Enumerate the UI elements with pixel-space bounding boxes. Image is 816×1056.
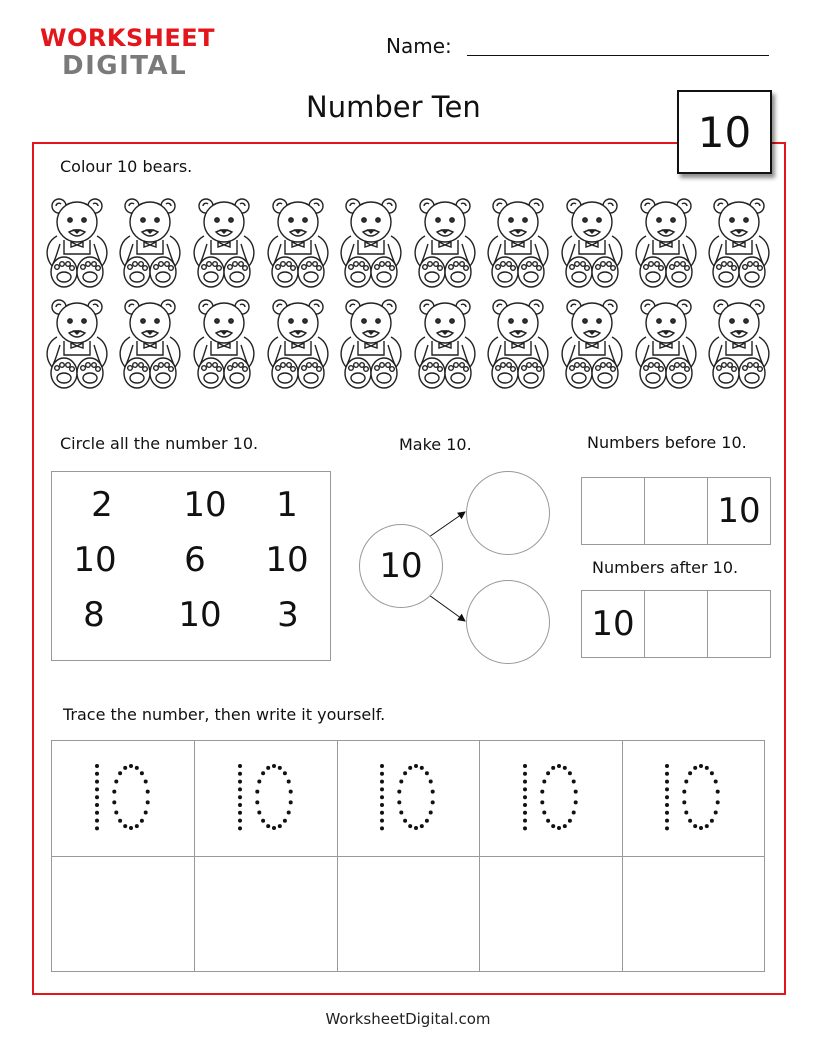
write-cell[interactable] xyxy=(52,856,194,971)
write-cell[interactable] xyxy=(337,856,479,971)
circle-number[interactable]: 10 xyxy=(73,540,117,580)
before-cell: 10 xyxy=(707,478,770,544)
before-instruction: Numbers before 10. xyxy=(587,433,747,452)
dotted-ten-icon xyxy=(661,762,725,836)
bear-icon[interactable] xyxy=(261,291,335,392)
after-cell: 10 xyxy=(591,604,635,644)
logo-digital: DIGITAL xyxy=(62,51,188,81)
make-center-value: 10 xyxy=(379,546,423,586)
bear-icon[interactable] xyxy=(334,190,408,291)
bear-icon[interactable] xyxy=(482,291,556,392)
trace-instruction: Trace the number, then write it yourself. xyxy=(63,705,386,724)
bear-icon[interactable] xyxy=(40,291,114,392)
bear-icon[interactable] xyxy=(187,291,261,392)
number-badge-value: 10 xyxy=(697,107,752,157)
after-cell[interactable] xyxy=(644,591,707,657)
before-cell[interactable] xyxy=(644,478,707,544)
trace-cell[interactable] xyxy=(194,741,336,856)
circle-number[interactable]: 8 xyxy=(83,595,105,635)
bear-icon[interactable] xyxy=(555,291,629,392)
make-instruction: Make 10. xyxy=(399,435,472,454)
bears-instruction: Colour 10 bears. xyxy=(60,157,193,176)
trace-cell[interactable] xyxy=(622,741,764,856)
bear-icon[interactable] xyxy=(114,190,188,291)
write-cell[interactable] xyxy=(622,856,764,971)
after-cell[interactable] xyxy=(707,591,770,657)
dotted-ten-icon xyxy=(91,762,155,836)
trace-cell[interactable] xyxy=(337,741,479,856)
number-badge xyxy=(677,90,772,174)
before-cells xyxy=(581,477,771,545)
after-instruction: Numbers after 10. xyxy=(592,558,739,577)
circle-instruction: Circle all the number 10. xyxy=(60,434,259,453)
bears-grid xyxy=(40,190,776,395)
trace-cell[interactable] xyxy=(479,741,621,856)
dotted-ten-icon xyxy=(376,762,440,836)
bear-icon[interactable] xyxy=(40,190,114,291)
page-title: Number Ten xyxy=(306,90,481,124)
make-part-circle-bottom[interactable] xyxy=(466,580,550,664)
circle-number[interactable]: 10 xyxy=(183,485,227,525)
name-label: Name: xyxy=(386,34,452,58)
circle-number[interactable]: 6 xyxy=(184,540,206,580)
name-field[interactable] xyxy=(467,55,769,56)
bear-icon[interactable] xyxy=(482,190,556,291)
before-cell[interactable] xyxy=(582,478,644,544)
make-center-circle xyxy=(359,524,443,608)
bear-icon[interactable] xyxy=(187,190,261,291)
trace-cell[interactable] xyxy=(52,741,194,856)
after-cells xyxy=(581,590,771,658)
circle-number[interactable]: 1 xyxy=(276,485,298,525)
circle-number[interactable]: 10 xyxy=(265,540,309,580)
write-cell[interactable] xyxy=(194,856,336,971)
bear-icon[interactable] xyxy=(408,190,482,291)
circle-number[interactable]: 2 xyxy=(91,485,113,525)
circle-number-box xyxy=(51,471,331,661)
bear-icon[interactable] xyxy=(702,190,776,291)
write-cell[interactable] xyxy=(479,856,621,971)
bear-icon[interactable] xyxy=(408,291,482,392)
trace-grid xyxy=(51,740,765,972)
logo-worksheet: WORKSHEET xyxy=(40,24,215,52)
bear-icon[interactable] xyxy=(334,291,408,392)
dotted-ten-icon xyxy=(234,762,298,836)
dotted-ten-icon xyxy=(519,762,583,836)
bear-icon[interactable] xyxy=(114,291,188,392)
bear-icon[interactable] xyxy=(629,291,703,392)
bear-icon[interactable] xyxy=(629,190,703,291)
circle-number[interactable]: 10 xyxy=(178,595,222,635)
footer-site: WorksheetDigital.com xyxy=(325,1010,491,1028)
bear-icon[interactable] xyxy=(702,291,776,392)
bear-icon[interactable] xyxy=(261,190,335,291)
make-part-circle-top[interactable] xyxy=(466,471,550,555)
circle-number[interactable]: 3 xyxy=(277,595,299,635)
bear-icon[interactable] xyxy=(555,190,629,291)
